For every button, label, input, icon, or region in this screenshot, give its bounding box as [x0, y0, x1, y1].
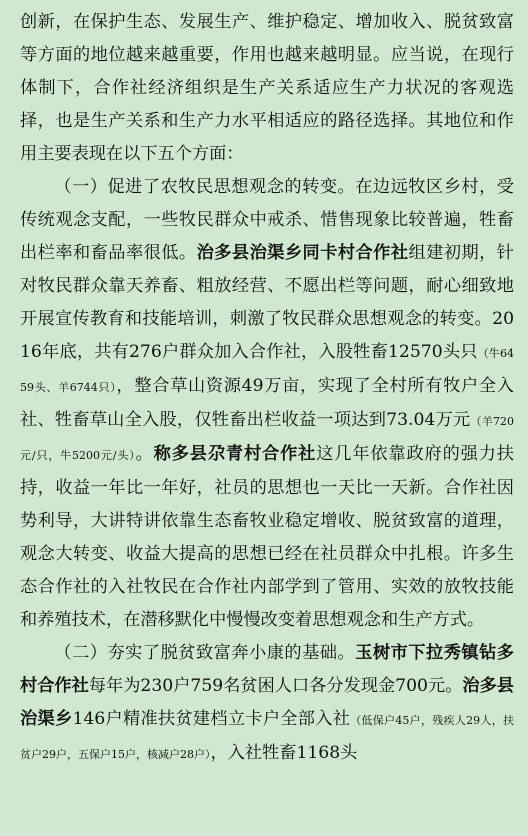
paragraph-text: 。 [135, 444, 154, 464]
cooperative-name-highlight: 治多县治渠乡同卡村合作社 [196, 243, 409, 263]
parenthetical-note: （牛6459头、羊6744只） [20, 347, 514, 394]
paragraph-section-two [20, 637, 514, 771]
parenthetical-note: （羊720元/只，牛5200元/头） [20, 415, 514, 462]
paragraph-text: 组建初期，针对牧民群众靠天养畜、粗放经营、不愿出栏等问题，耐心细致地开展宣传教育和技能培训，刺激了牧民群众思想观念的转变。2016年底，共有276户群众加入合作社，入股牲畜12570头只 [20, 243, 514, 362]
paragraph-text: 在边远牧区乡村，受传统观念支配，一些牧民群众中戒杀、惜售现象比较普遍，牲畜出栏率和畜品率很低。 [20, 177, 514, 263]
section-heading: （二）夯实了脱贫致富奔小康的基础。 [54, 643, 356, 663]
paragraph-text: 创新，在保护生态、发展生产、维护稳定、增加收入、脱贫致富等方面的地位越来越重要，作用也越来越明显。应当说，在现行体制下，合作社经济组织是生产关系适应生产力状况的客观选择，也是生产关系和生产力水平相适应的路径选择。其地位和作用主要表现在以下五个方面： [20, 12, 514, 164]
paragraph-text: 每年为230户759名贫困人口各分发现金700元。 [88, 676, 463, 696]
paragraph-text: ，整合草山资源49万亩，实现了全村所有牧户全入社、牲畜草山全入股，仅牲畜出栏收益一项达到73.04万元 [20, 376, 514, 430]
county-name-highlight: 治多县治渠乡 [20, 676, 514, 729]
parenthetical-note: （低保户45户，残疾人29人，扶贫户29户，五保户15户，核减户28户） [20, 714, 514, 761]
paragraph-text: ，入社牲畜1168头 [210, 743, 358, 763]
paragraph-text: 这几年依靠政府的强力扶持，收益一年比一年好，社员的思想也一天比一天新。合作社因势利导，大讲特讲依靠生态畜牧业稳定增收、脱贫致富的道理，观念大转变、收益大提高的思想已经在社员群众中扎根。许多生态合作社的入社牧民在合作社内部学到了管用、实效的放牧技能和养殖技术，在潜移默化中慢慢改变着思想观念和生产方式。 [20, 444, 514, 630]
paragraph-text: 146户精准扶贫建档立卡户全部入社 [72, 709, 351, 729]
paragraph-intro [20, 6, 514, 171]
paragraph-section-one [20, 171, 514, 637]
section-heading: （一）促进了农牧民思想观念的转变。 [54, 177, 356, 197]
cooperative-name-highlight: 玉树市下拉秀镇钻多村合作社 [20, 643, 514, 696]
cooperative-name-highlight: 称多县尕青村合作社 [153, 444, 317, 464]
